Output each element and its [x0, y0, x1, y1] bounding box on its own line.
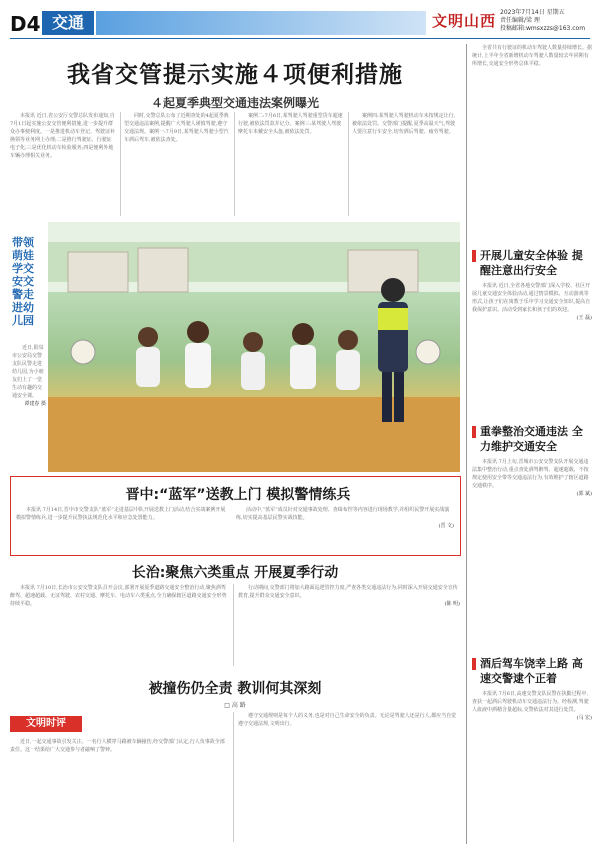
sidebar-item-3-text: 本报讯 7月6日,高速交警支队民警在执勤过程中,查获一起酒后驾驶机动车交通违法行为。经检测,驾驶人血液中酒精含量超标,交警依法对其进行处罚。 (马 宏) [472, 691, 592, 721]
divider [234, 112, 235, 216]
divider [120, 112, 121, 216]
commentary-col-2: 遵守交通规则是每个人的义务,也是对自己生命安全的负责。无论是驾驶人还是行人,都应当自觉遵守交通法规,文明出行。 [238, 713, 457, 727]
photo-caption: 近日,阳泉市公安局交警支队民警走进幼儿园,为小朋友们上了一堂生动有趣的交通安全课。 谭建春 摄 [12, 345, 46, 407]
sidebar-item-1-text: 本报讯 近日,全省各地交警部门深入学校、社区开展儿童交通安全体验活动,通过情景模拟、互动游戏等形式,让孩子们在寓教于乐中学习交通安全知识,提高自我保护意识。活动受到家长和孩子们的欢迎。 (王 磊) [472, 283, 592, 321]
section-marker [472, 426, 476, 438]
lead-col-4: 案例四:某驾驶人驾驶机动车未按规定让行,被依法处罚。交警部门提醒,夏季高温天气,驾驶人要注意行车安全,切勿酒后驾驶、疲劳驾驶。 [352, 113, 456, 135]
section-marker [472, 658, 476, 670]
story2-col-1: 本报讯 7月10日,长治市公安交警支队召开会议,部署开展夏季道路交通安全整治行动,聚焦酒驾醉驾、超速超载、无证驾驶、农村交通、摩托车、电动车六类重点,全力确保辖区道路交通安全形势持续平稳。 [10, 585, 227, 607]
sidebar-item-2-title: 重拳整治交通违法 全力维护交通安全 [480, 425, 583, 453]
story2-author: (陈 明) [444, 601, 460, 607]
header-meta [500, 9, 595, 33]
photo-illustration [48, 222, 460, 472]
story2-col-2: 行动期间,交警部门将加大路面巡逻管控力度,严查各类交通违法行为,同时深入开展交通安全宣传教育,提升群众交通安全意识。 (陈 明) [238, 585, 460, 607]
divider [233, 584, 234, 666]
section-label: 交通 [42, 11, 94, 35]
divider [348, 112, 349, 216]
lead-subheadline: ４起夏季典型交通违法案例曝光 [150, 96, 319, 110]
story1-col-1: 本报讯 7月14日,晋中市交警支队“蓝军”走进基层中队开展送教上门活动,结合实战案例开展模拟警情练兵,进一步提升民警执法规范化水平和应急处置能力。 [16, 507, 226, 521]
news-photo [48, 222, 460, 472]
lead-col-1: 本报讯 近日,省公安厅交警总队发布通知,自7月1日起实施公安交管便利措施,进一步提升群众办事便利度。一是推进机动车登记、驾驶证补换领等业务网上办理;二是推行驾驶证、行驶证电子化;三是优化机动车检验服务;四是便利外地车辆办理相关业务。 [10, 113, 116, 159]
lead-col-2: 同时,交警总队公布了近期查处的4起夏季典型交通违法案例,提醒广大驾驶人谨慎驾驶,遵守交通法规。案例一:7月9日,某驾驶人驾驶小型汽车酒后驾车,被依法查处。 [124, 113, 229, 143]
meta-date: 2023年7月14日 星期五 [500, 9, 565, 16]
lead-headline: 我省交管提示实施４项便利措施 [67, 62, 403, 88]
lead-col-3: 案例二:7月6日,某驾驶人驾驶重型货车超速行驶,被依法罚款并记分。案例三:某驾驶人驾驶摩托车未戴安全头盔,被依法处罚。 [238, 113, 343, 135]
meta-editor: 责任编辑/梁 理 [500, 17, 540, 24]
sidebar-item-2-author: (郭 斌) [576, 491, 592, 497]
sidebar-item-3-title: 酒后驾车饶幸上路 高速交警逮个正着 [480, 657, 583, 685]
story1-author: (晋 文) [438, 523, 454, 529]
sidebar-item-1-author: (王 磊) [576, 315, 592, 321]
commentary-col-1: 近日,一起交通事故引发关注。一名行人横穿马路被车辆撞伤,经交警部门认定,行人负事故全部责任。这一结果给广大交通参与者敲响了警钟。 [10, 739, 225, 753]
paper-logo: 文明山西 [432, 12, 497, 30]
sidebar-item-1-title: 开展儿童安全体验 提醒注意出行安全 [480, 249, 583, 277]
sidebar-item-3-author: (马 宏) [576, 715, 592, 721]
story3-author: □ 高 路 [224, 702, 246, 709]
photo-caption-title: 带领萌娃学交安交警走进幼儿园 [12, 236, 34, 327]
column-label: 文明时评 [10, 716, 82, 732]
section-marker [472, 250, 476, 262]
sidebar-intro: 全省共有行驶证的机动车驾驶人数量持续增长。据统计,上半年全省新增机动车驾驶人数量较去年同期有所增长,交通安全形势总体平稳。 [472, 45, 592, 67]
sidebar-item-2-text: 本报讯 7月上旬,晋城市公安交警支队开展交通违法集中整治行动,重点查处酒驾醉驾、超速超载、不按规定使用安全带等交通违法行为,有效维护了辖区道路交通秩序。 (郭 斌) [472, 459, 592, 497]
meta-email: 投稿邮箱:wmsxzzs@163.com [500, 25, 586, 32]
header-band [96, 11, 426, 35]
page-number: D4 [10, 12, 41, 36]
story1-headline: 晋中:“蓝军”送教上门 模拟警情练兵 [125, 487, 351, 503]
sidebar-divider [466, 44, 467, 844]
story1-col-2: 活动中,“蓝军”成员针对交通事故处理、查缉布控等内容进行现场教学,并组织民警开展实战演练,切实提高基层民警实战技能。 (晋 文) [236, 507, 454, 529]
story2-headline: 长治:聚焦六类重点 开展夏季行动 [131, 565, 339, 581]
story3-headline: 被撞伤仍全责 教训何其深刻 [148, 681, 322, 697]
header-rule [10, 38, 590, 39]
divider [233, 712, 234, 842]
photo-credit: 谭建春 摄 [24, 401, 46, 407]
